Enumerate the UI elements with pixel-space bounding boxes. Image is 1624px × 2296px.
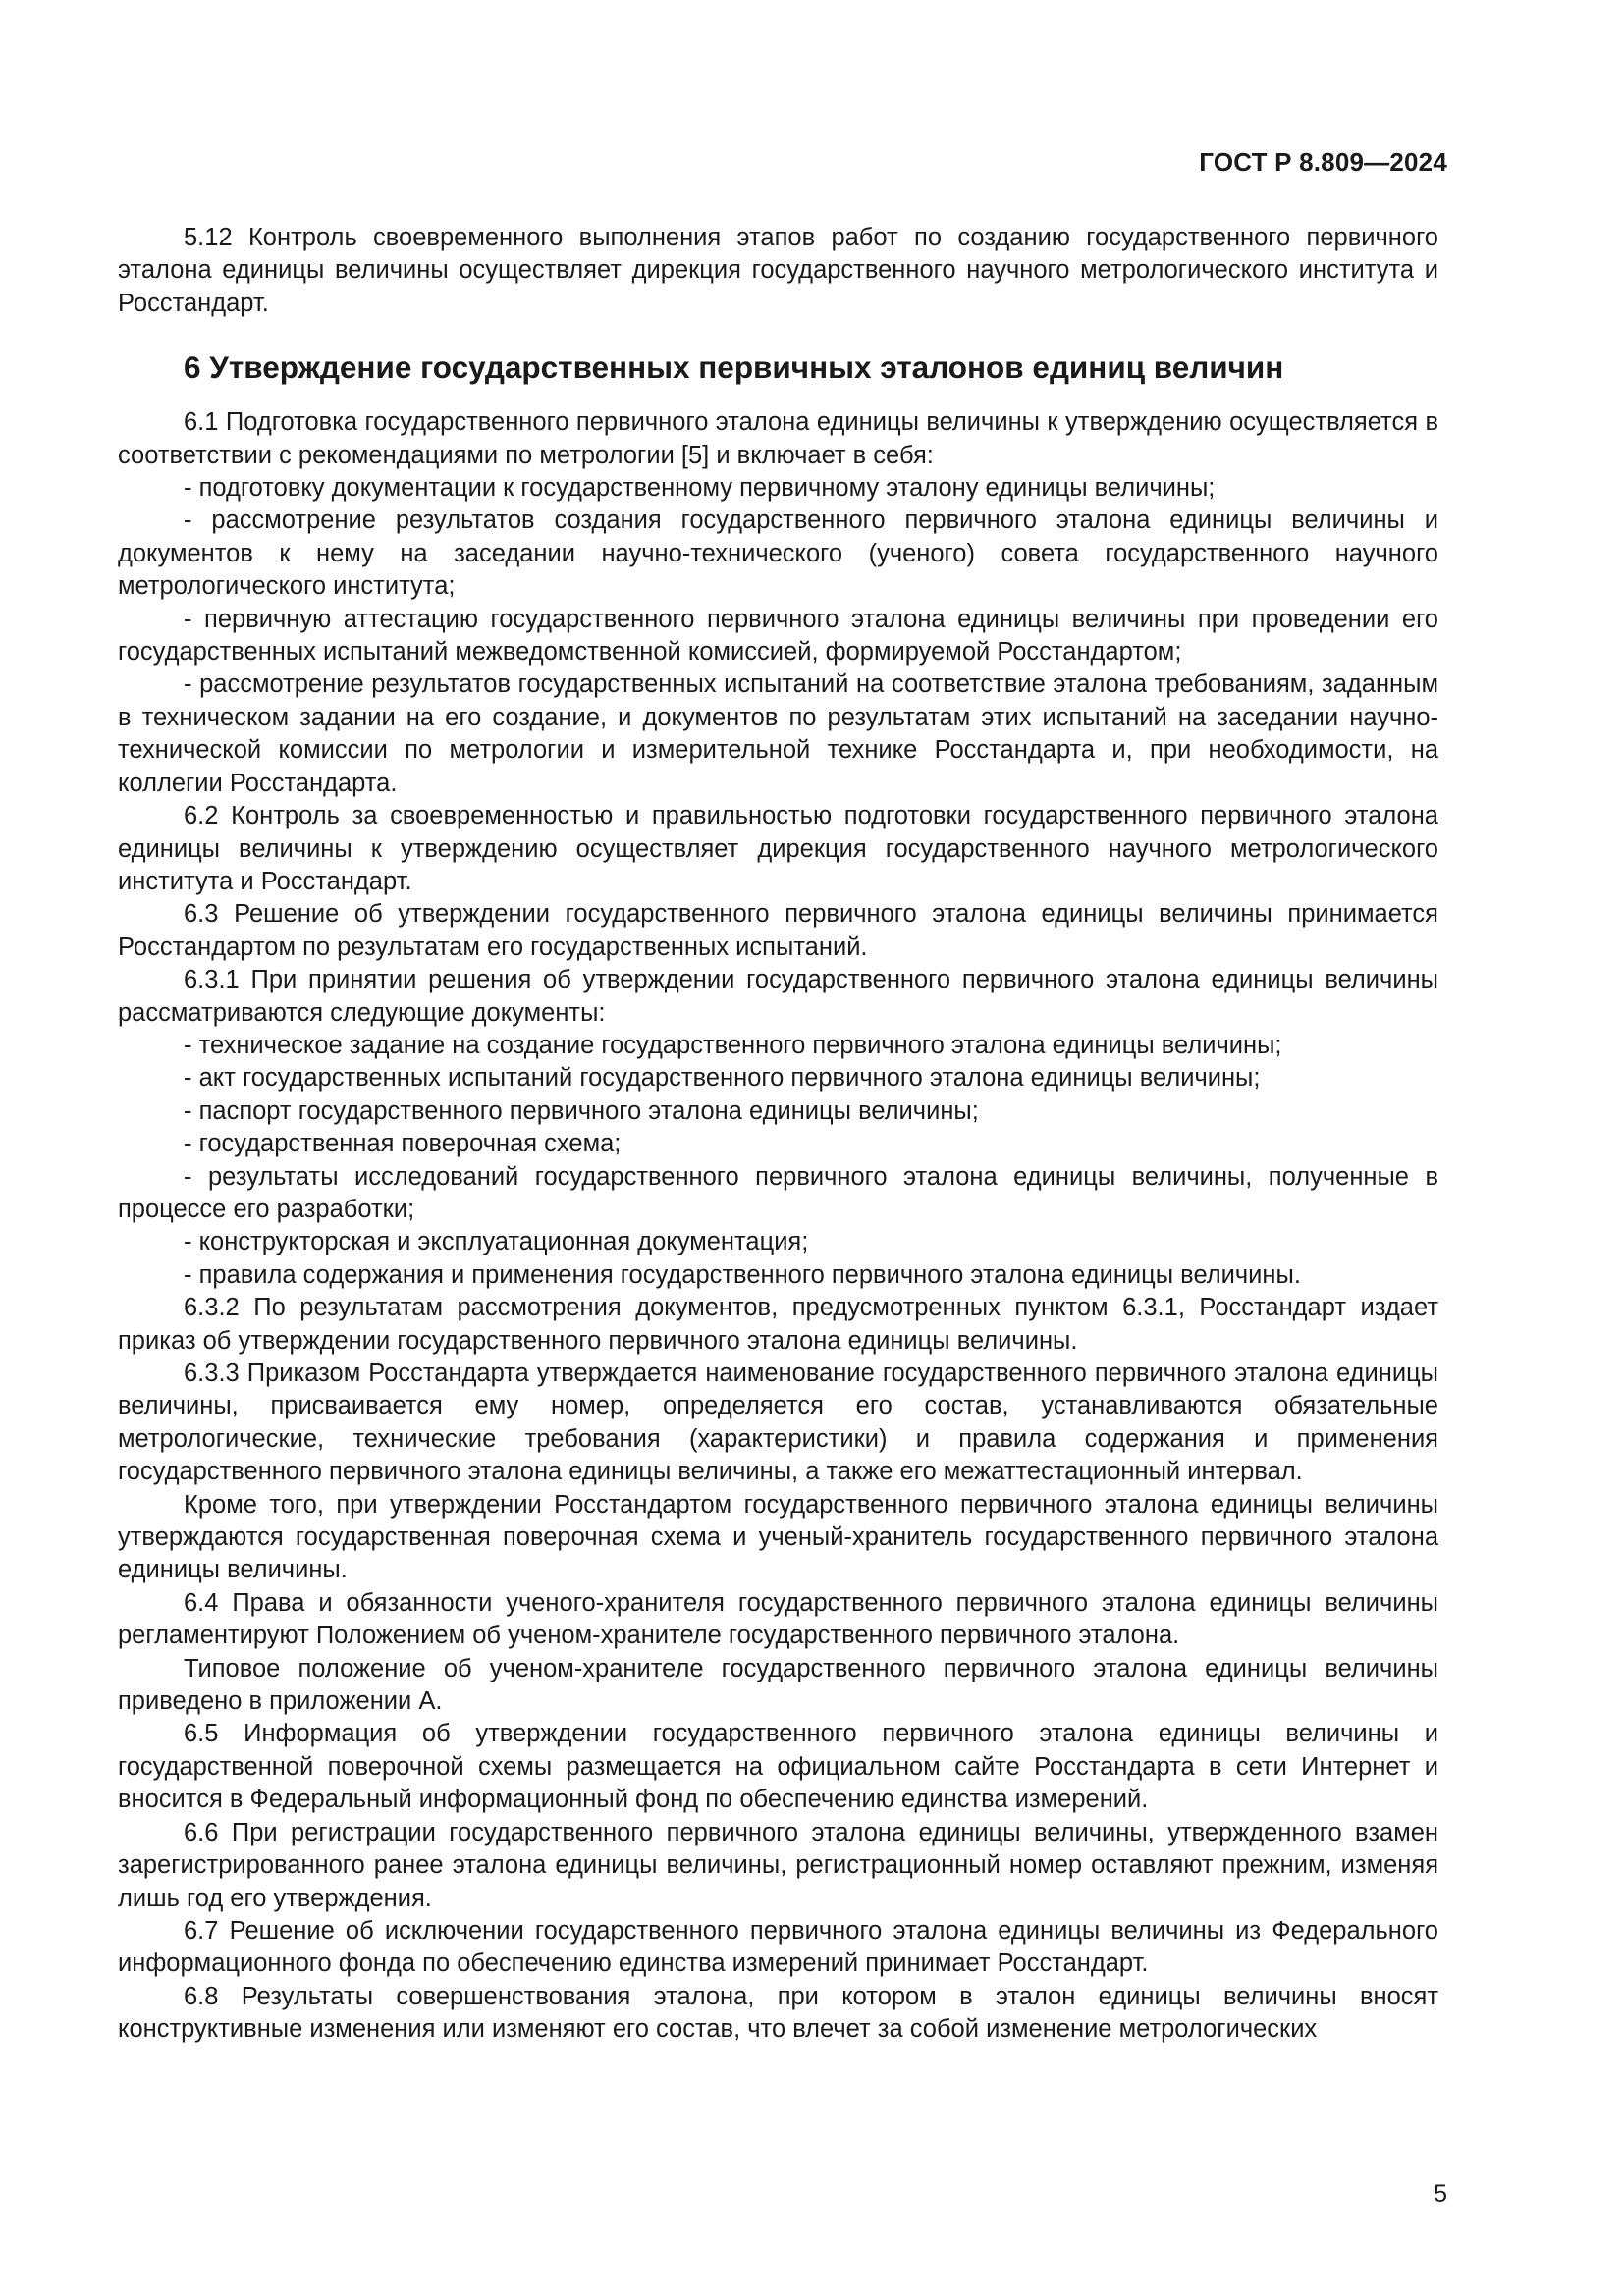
paragraph-6-3-1: 6.3.1 При принятии решения об утверждении государственного первичного эталона единицы величины рассматриваются следующие документы: [118, 966, 1438, 1027]
page-content [118, 222, 1438, 2047]
page-number: 5 [1434, 2180, 1447, 2208]
list-item: - результаты исследований государственного первичного эталона единицы величины, полученные в процессе его разработки; [118, 1162, 1438, 1223]
list-item: - паспорт государственного первичного эталона единицы величины; [184, 1096, 979, 1125]
list-item: - правила содержания и применения государственного первичного эталона единицы величины. [184, 1260, 1301, 1289]
list-item: - рассмотрение результатов создания государственного первичного эталона единицы величины и документов к нему на заседании научно-технического (ученого) совета государственного научного метрологического института; [118, 507, 1438, 601]
section-title-6: 6 Утверждение государственных первичных эталонов единиц величин [184, 349, 1284, 386]
list-item: - первичную аттестацию государственного первичного эталона единицы величины при проведении его государственных испытаний межведомственной комиссией, формируемой Росстандартом; [118, 605, 1438, 667]
list-item: - подготовку документации к государственному первичному эталону единицы величины; [184, 474, 1216, 503]
paragraph-6-4-continuation: Типовое положение об ученом-хранителе государственного первичного эталона единицы величины приведено в приложении А. [118, 1654, 1438, 1716]
list-item: - рассмотрение результатов государственных испытаний на соответствие эталона требованиям, заданным в техническом задании на его создание, и документов по результатам этих испытаний на заседании научно-технической комиссии по метрологии и измерительной технике Росстандарта и, при необходимости, на коллегии Росстандарта. [118, 670, 1438, 797]
paragraph-6-3-3-continuation: Кроме того, при утверждении Росстандартом государственного первичного эталона единицы величины утверждаются государственная поверочная схема и ученый-хранитель государственного первичного эталона единицы величины. [118, 1490, 1438, 1584]
list-item: - акт государственных испытаний государственного первичного эталона единицы величины; [184, 1064, 1261, 1093]
paragraph-6-2: 6.2 Контроль за своевременностью и правильностью подготовки государственного первичного эталона единицы величины к утверждению осуществляет дирекция государственного научного метрологического института и Росстандарт. [118, 802, 1438, 895]
paragraph-5-12: 5.12 Контроль своевременного выполнения этапов работ по созданию государственного первичного эталона единицы величины осуществляет дирекция государственного научного метрологического института и Росстандарт. [118, 224, 1438, 317]
paragraph-6-6: 6.6 При регистрации государственного первичного эталона единицы величины, утвержденного взамен зарегистрированного ранее эталона единицы величины, регистрационный номер оставляют прежним, изменяя лишь год его утверждения. [118, 1818, 1438, 1912]
paragraph-6-5: 6.5 Информация об утверждении государственного первичного эталона единицы величины и государственной поверочной схемы размещается на официальном сайте Росстандарта в сети Интернет и вносится в Федеральный информационный фонд по обеспечению единства измерений. [118, 1720, 1438, 1814]
paragraph-6-4: 6.4 Права и обязанности ученого-хранителя государственного первичного эталона единицы величины регламентируют Положением об ученом-хранителе государственного первичного эталона. [118, 1588, 1438, 1650]
list-item: - конструкторская и эксплуатационная документация; [184, 1228, 809, 1256]
paragraph-6-7: 6.7 Решение об исключении государственного первичного эталона единицы величины из Федерального информационного фонда по обеспечению единства измерений принимает Росстандарт. [118, 1916, 1438, 1978]
paragraph-6-8: 6.8 Результаты совершенствования эталона, при котором в эталон единицы величины вносят конструктивные изменения или изменяют его состав, что влечет за собой изменение метрологических [118, 1982, 1438, 2044]
paragraph-6-3: 6.3 Решение об утверждении государственного первичного эталона единицы величины принимается Росстандартом по результатам его государственных испытаний. [118, 900, 1438, 961]
paragraph-6-3-3: 6.3.3 Приказом Росстандарта утверждается наименование государственного первичного эталона единицы величины, присваивается ему номер, определяется его состав, устанавливаются обязательные метрологические, технические требования (характеристики) и правила содержания и применения государственного первичного эталона единицы величины, а также его межаттестационный интервал. [118, 1360, 1438, 1486]
paragraph-6-3-2: 6.3.2 По результатам рассмотрения документов, предусмотренных пунктом 6.3.1, Росстандарт издает приказ об утверждении государственного первичного эталона единицы величины. [118, 1294, 1438, 1355]
paragraph-6-1: 6.1 Подготовка государственного первичного эталона единицы величины к утверждению осуществляется в соответствии с рекомендациями по метрологии [5] и включает в себя: [118, 408, 1438, 469]
list-item: - государственная поверочная схема; [184, 1130, 622, 1158]
document-code: ГОСТ Р 8.809—2024 [1199, 147, 1447, 177]
list-item: - техническое задание на создание государственного первичного эталона единицы величины; [184, 1031, 1282, 1059]
